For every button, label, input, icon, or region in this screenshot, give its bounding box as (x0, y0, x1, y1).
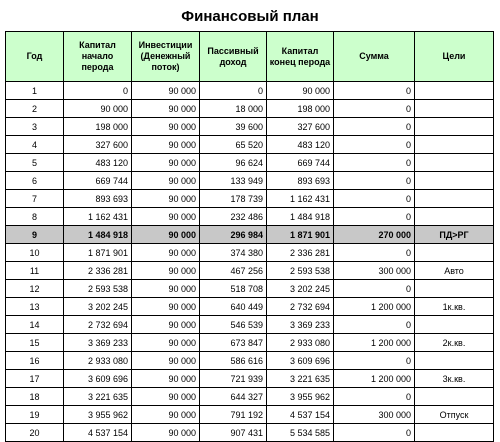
cell-sum[interactable]: 0 (334, 424, 415, 442)
cell-goal[interactable] (415, 172, 494, 190)
cell-goal[interactable] (415, 154, 494, 172)
cell-investments[interactable]: 90 000 (132, 406, 200, 424)
cell-investments[interactable]: 90 000 (132, 118, 200, 136)
cell-passive-income[interactable]: 18 000 (200, 100, 267, 118)
header-goals: Цели (415, 32, 494, 82)
cell-sum[interactable]: 1 200 000 (334, 334, 415, 352)
cell-capital-end[interactable]: 669 744 (267, 154, 334, 172)
cell-goal[interactable]: 2к.кв. (415, 334, 494, 352)
cell-capital-start[interactable]: 3 955 962 (64, 406, 132, 424)
cell-capital-start[interactable]: 3 202 245 (64, 298, 132, 316)
cell-capital-end[interactable]: 2 336 281 (267, 244, 334, 262)
cell-capital-start[interactable]: 1 162 431 (64, 208, 132, 226)
cell-investments[interactable]: 90 000 (132, 226, 200, 244)
header-investments: Инвестиции (Денежный поток) (132, 32, 200, 82)
cell-capital-end[interactable]: 1 162 431 (267, 190, 334, 208)
cell-capital-end[interactable]: 1 871 901 (267, 226, 334, 244)
cell-capital-end[interactable]: 3 609 696 (267, 352, 334, 370)
cell-passive-income[interactable]: 644 327 (200, 388, 267, 406)
cell-goal[interactable] (415, 82, 494, 100)
cell-goal[interactable] (415, 388, 494, 406)
cell-investments[interactable]: 90 000 (132, 208, 200, 226)
cell-passive-income[interactable]: 673 847 (200, 334, 267, 352)
cell-investments[interactable]: 90 000 (132, 370, 200, 388)
cell-year[interactable]: 15 (6, 334, 64, 352)
cell-year[interactable]: 20 (6, 424, 64, 442)
cell-capital-end[interactable]: 327 600 (267, 118, 334, 136)
cell-sum[interactable]: 0 (334, 316, 415, 334)
cell-capital-end[interactable]: 2 933 080 (267, 334, 334, 352)
cell-investments[interactable]: 90 000 (132, 154, 200, 172)
cell-passive-income[interactable]: 467 256 (200, 262, 267, 280)
table-row (6, 154, 494, 172)
cell-year[interactable]: 7 (6, 190, 64, 208)
cell-investments[interactable]: 90 000 (132, 352, 200, 370)
cell-sum[interactable]: 300 000 (334, 262, 415, 280)
cell-sum[interactable]: 0 (334, 118, 415, 136)
cell-goal[interactable] (415, 208, 494, 226)
table-row (6, 190, 494, 208)
table-row (6, 334, 494, 352)
cell-investments[interactable]: 90 000 (132, 172, 200, 190)
cell-capital-start[interactable]: 90 000 (64, 100, 132, 118)
cell-year[interactable]: 3 (6, 118, 64, 136)
cell-passive-income[interactable]: 518 708 (200, 280, 267, 298)
cell-goal[interactable] (415, 190, 494, 208)
cell-capital-end[interactable]: 2 732 694 (267, 298, 334, 316)
cell-capital-start[interactable]: 3 369 233 (64, 334, 132, 352)
table-row (6, 388, 494, 406)
table-row (6, 100, 494, 118)
cell-capital-end[interactable]: 2 593 538 (267, 262, 334, 280)
table-row (6, 226, 494, 244)
cell-capital-start[interactable]: 483 120 (64, 154, 132, 172)
cell-capital-end[interactable]: 5 534 585 (267, 424, 334, 442)
cell-year[interactable]: 14 (6, 316, 64, 334)
table-row (6, 244, 494, 262)
cell-investments[interactable]: 90 000 (132, 316, 200, 334)
cell-year[interactable]: 5 (6, 154, 64, 172)
cell-passive-income[interactable]: 65 520 (200, 136, 267, 154)
cell-goal[interactable] (415, 136, 494, 154)
cell-year[interactable]: 9 (6, 226, 64, 244)
cell-investments[interactable]: 90 000 (132, 136, 200, 154)
cell-investments[interactable]: 90 000 (132, 334, 200, 352)
cell-capital-end[interactable]: 3 202 245 (267, 280, 334, 298)
cell-goal[interactable]: 3к.кв. (415, 370, 494, 388)
cell-capital-start[interactable]: 2 732 694 (64, 316, 132, 334)
cell-passive-income[interactable]: 133 949 (200, 172, 267, 190)
table-row (6, 262, 494, 280)
cell-capital-start[interactable]: 2 933 080 (64, 352, 132, 370)
cell-year[interactable]: 17 (6, 370, 64, 388)
cell-goal[interactable]: Отпуск (415, 406, 494, 424)
header-year: Год (6, 32, 64, 82)
cell-passive-income[interactable]: 907 431 (200, 424, 267, 442)
cell-goal[interactable]: ПД>РГ (415, 226, 494, 244)
cell-year[interactable]: 8 (6, 208, 64, 226)
table-row (6, 118, 494, 136)
cell-sum[interactable]: 0 (334, 208, 415, 226)
cell-investments[interactable]: 90 000 (132, 424, 200, 442)
cell-sum[interactable]: 0 (334, 280, 415, 298)
header-capital-end: Капитал конец перода (267, 32, 334, 82)
cell-investments[interactable]: 90 000 (132, 190, 200, 208)
cell-goal[interactable] (415, 424, 494, 442)
cell-sum[interactable]: 270 000 (334, 226, 415, 244)
table-row (6, 280, 494, 298)
cell-goal[interactable] (415, 244, 494, 262)
header-passive-income: Пассивный доход (200, 32, 267, 82)
cell-capital-end[interactable]: 3 221 635 (267, 370, 334, 388)
cell-investments[interactable]: 90 000 (132, 280, 200, 298)
cell-passive-income[interactable]: 374 380 (200, 244, 267, 262)
cell-goal[interactable]: Авто (415, 262, 494, 280)
cell-goal[interactable] (415, 352, 494, 370)
cell-passive-income[interactable]: 721 939 (200, 370, 267, 388)
cell-year[interactable]: 6 (6, 172, 64, 190)
cell-capital-end[interactable]: 3 955 962 (267, 388, 334, 406)
header-sum: Сумма (334, 32, 415, 82)
cell-capital-start[interactable]: 327 600 (64, 136, 132, 154)
cell-capital-end[interactable]: 893 693 (267, 172, 334, 190)
cell-passive-income[interactable]: 0 (200, 82, 267, 100)
cell-year[interactable]: 13 (6, 298, 64, 316)
cell-capital-end[interactable]: 4 537 154 (267, 406, 334, 424)
cell-sum[interactable]: 0 (334, 136, 415, 154)
cell-capital-start[interactable]: 893 693 (64, 190, 132, 208)
cell-sum[interactable]: 300 000 (334, 406, 415, 424)
cell-capital-end[interactable]: 90 000 (267, 82, 334, 100)
cell-sum[interactable]: 0 (334, 82, 415, 100)
table-row (6, 424, 494, 442)
cell-year[interactable]: 11 (6, 262, 64, 280)
cell-capital-start[interactable]: 3 609 696 (64, 370, 132, 388)
table-row (6, 406, 494, 424)
cell-capital-start[interactable]: 2 336 281 (64, 262, 132, 280)
cell-passive-income[interactable]: 586 616 (200, 352, 267, 370)
cell-investments[interactable]: 90 000 (132, 100, 200, 118)
cell-capital-start[interactable]: 0 (64, 82, 132, 100)
cell-capital-start[interactable]: 4 537 154 (64, 424, 132, 442)
cell-passive-income[interactable]: 296 984 (200, 226, 267, 244)
cell-sum[interactable]: 1 200 000 (334, 298, 415, 316)
cell-goal[interactable] (415, 100, 494, 118)
header-row (6, 32, 494, 82)
financial-plan-table (5, 31, 494, 442)
cell-passive-income[interactable]: 96 624 (200, 154, 267, 172)
cell-sum[interactable]: 0 (334, 100, 415, 118)
cell-goal[interactable]: 1к.кв. (415, 298, 494, 316)
page-title: Финансовый план (181, 8, 319, 25)
cell-investments[interactable]: 90 000 (132, 82, 200, 100)
table-row (6, 298, 494, 316)
cell-capital-start[interactable]: 198 000 (64, 118, 132, 136)
cell-sum[interactable]: 0 (334, 388, 415, 406)
table-row (6, 208, 494, 226)
table-row (6, 82, 494, 100)
table-row (6, 316, 494, 334)
cell-investments[interactable]: 90 000 (132, 298, 200, 316)
cell-sum[interactable]: 1 200 000 (334, 370, 415, 388)
cell-year[interactable]: 4 (6, 136, 64, 154)
cell-passive-income[interactable]: 39 600 (200, 118, 267, 136)
header-capital-start: Капитал начало перода (64, 32, 132, 82)
cell-year[interactable]: 1 (6, 82, 64, 100)
cell-capital-end[interactable]: 1 484 918 (267, 208, 334, 226)
cell-capital-end[interactable]: 3 369 233 (267, 316, 334, 334)
cell-passive-income[interactable]: 546 539 (200, 316, 267, 334)
table-row (6, 136, 494, 154)
cell-investments[interactable]: 90 000 (132, 244, 200, 262)
cell-goal[interactable] (415, 118, 494, 136)
table-row (6, 352, 494, 370)
cell-year[interactable]: 12 (6, 280, 64, 298)
cell-year[interactable]: 19 (6, 406, 64, 424)
cell-year[interactable]: 16 (6, 352, 64, 370)
cell-sum[interactable]: 0 (334, 190, 415, 208)
cell-passive-income[interactable]: 178 739 (200, 190, 267, 208)
cell-investments[interactable]: 90 000 (132, 262, 200, 280)
cell-investments[interactable]: 90 000 (132, 388, 200, 406)
cell-capital-start[interactable]: 1 484 918 (64, 226, 132, 244)
cell-goal[interactable] (415, 280, 494, 298)
cell-goal[interactable] (415, 316, 494, 334)
table-body (6, 82, 494, 442)
cell-capital-end[interactable]: 483 120 (267, 136, 334, 154)
cell-sum[interactable]: 0 (334, 244, 415, 262)
cell-capital-end[interactable]: 198 000 (267, 100, 334, 118)
cell-sum[interactable]: 0 (334, 172, 415, 190)
cell-passive-income[interactable]: 791 192 (200, 406, 267, 424)
cell-capital-start[interactable]: 669 744 (64, 172, 132, 190)
cell-year[interactable]: 18 (6, 388, 64, 406)
cell-year[interactable]: 10 (6, 244, 64, 262)
cell-capital-start[interactable]: 3 221 635 (64, 388, 132, 406)
table-row (6, 172, 494, 190)
cell-year[interactable]: 2 (6, 100, 64, 118)
cell-sum[interactable]: 0 (334, 154, 415, 172)
cell-capital-start[interactable]: 2 593 538 (64, 280, 132, 298)
table-row (6, 370, 494, 388)
cell-passive-income[interactable]: 640 449 (200, 298, 267, 316)
cell-sum[interactable]: 0 (334, 352, 415, 370)
cell-passive-income[interactable]: 232 486 (200, 208, 267, 226)
cell-capital-start[interactable]: 1 871 901 (64, 244, 132, 262)
